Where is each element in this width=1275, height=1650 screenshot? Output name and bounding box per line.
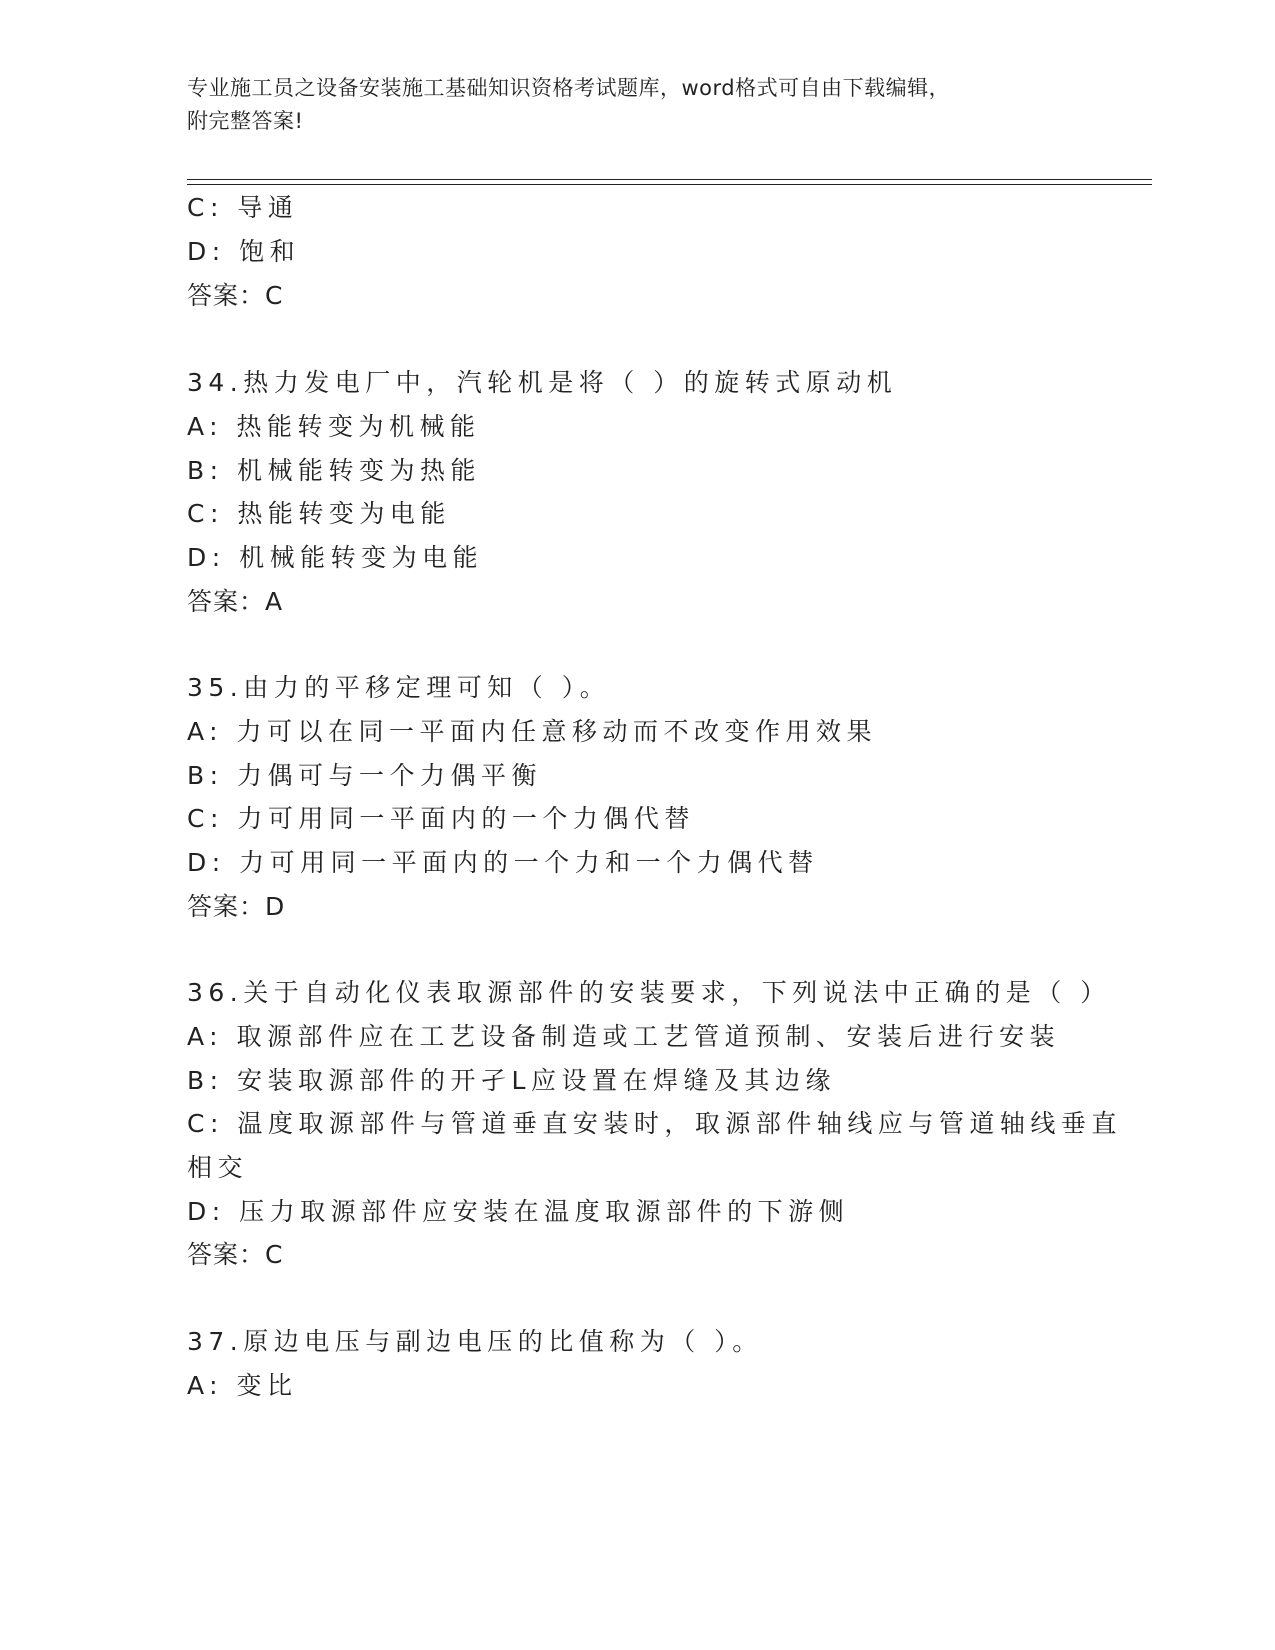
q36-answer: 答案：C xyxy=(187,1240,284,1269)
q36-question: 36.关于自动化仪表取源部件的安装要求，下列说法中正确的是（ ） xyxy=(187,978,1111,1007)
q36-option-b: B: 安装取源部件的开孑L应设置在焊缝及其边缘 xyxy=(187,1066,836,1095)
header-line-1: 专业施工员之设备安装施工基础知识资格考试题库，word格式可自由下载编辑， xyxy=(187,76,951,100)
q35-option-b: B: 力偶可与一个力偶平衡 xyxy=(187,761,543,790)
q33-option-d: D: 饱和 xyxy=(187,237,301,266)
q36-option-d: D: 压力取源部件应安装在温度取源部件的下游侧 xyxy=(187,1197,850,1226)
q35-option-d: D: 力可用同一平面内的一个力和一个力偶代替 xyxy=(187,848,819,877)
q35-option-c: C: 力可用同一平面内的一个力偶代替 xyxy=(187,804,695,833)
header-divider-top xyxy=(187,179,1152,180)
q34-option-a: A: 热能转变为机械能 xyxy=(187,412,481,441)
q36-option-c: C: 温度取源部件与管道垂直安装时，取源部件轴线应与管道轴线垂直 xyxy=(187,1109,1122,1138)
q36-option-a: A: 取源部件应在工艺设备制造或工艺管道预制、安装后进行安装 xyxy=(187,1022,1061,1051)
document-header xyxy=(187,72,1087,138)
q37-option-a: A: 变比 xyxy=(187,1371,298,1400)
q33-option-c: C: 导通 xyxy=(187,193,299,222)
q35-question: 35.由力的平移定理可知（ ）。 xyxy=(187,673,611,702)
q34-answer: 答案：A xyxy=(187,587,284,616)
q34-option-b: B: 机械能转变为热能 xyxy=(187,456,482,485)
q33-answer: 答案：C xyxy=(187,281,284,310)
header-line-2: 附完整答案! xyxy=(187,109,304,133)
q35-option-a: A: 力可以在同一平面内任意移动而不改变作用效果 xyxy=(187,717,878,746)
header-divider-bottom xyxy=(187,184,1152,185)
q35-answer: 答案：D xyxy=(187,892,286,921)
q34-option-c: C: 热能转变为电能 xyxy=(187,499,451,528)
q34-option-d: D: 机械能转变为电能 xyxy=(187,543,484,572)
q37-question: 37.原边电压与副边电压的比值称为（ ）。 xyxy=(187,1327,763,1356)
q36-option-c-continued: 相交 xyxy=(187,1153,249,1182)
q34-question: 34.热力发电厂中，汽轮机是将（ ）的旋转式原动机 xyxy=(187,368,898,397)
